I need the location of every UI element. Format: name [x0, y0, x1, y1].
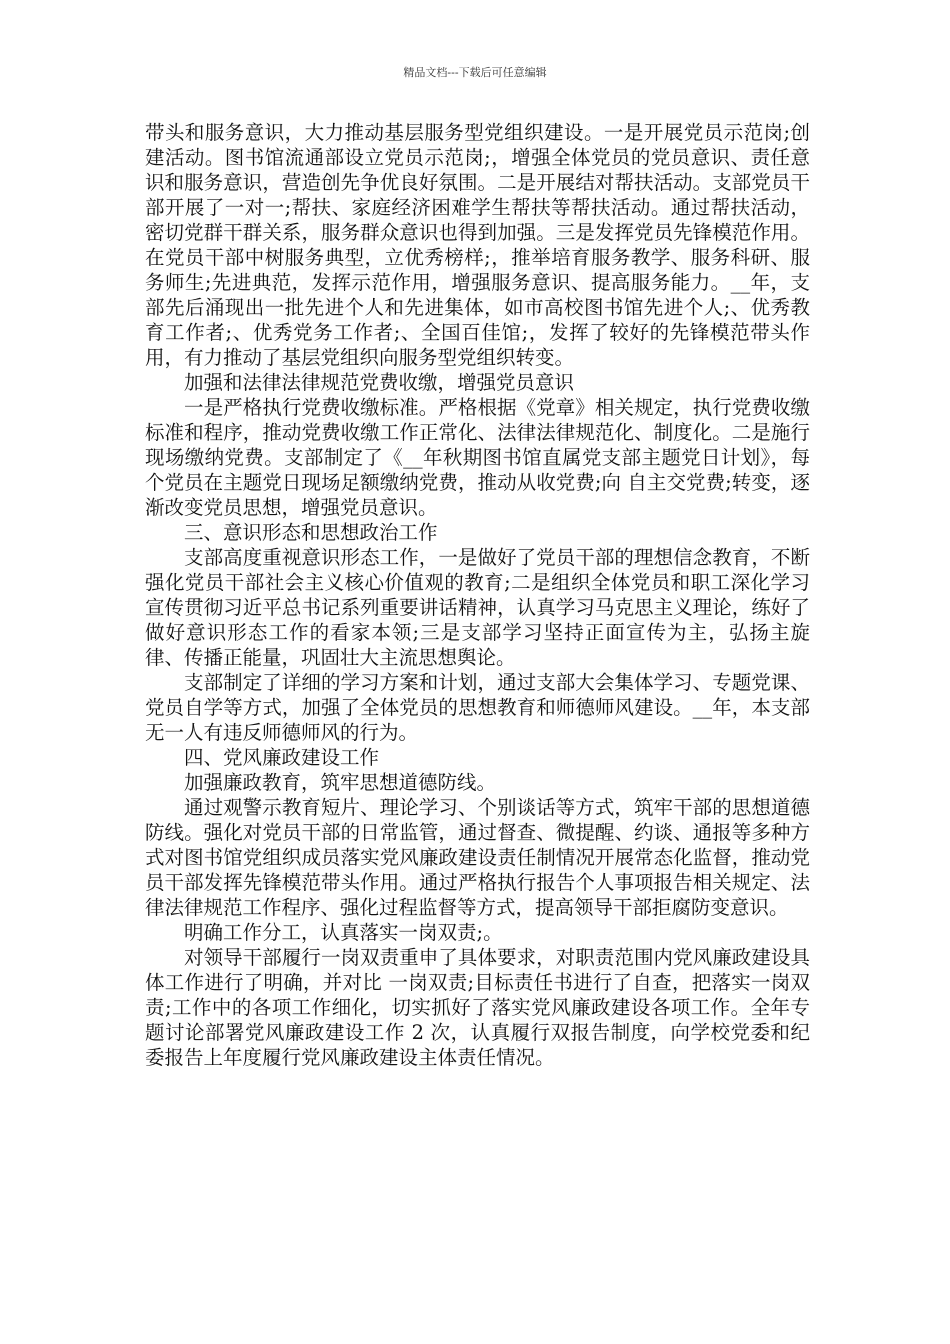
paragraph: 一是严格执行党费收缴标准。严格根据《党章》相关规定，执行党费收缴标准和程序，推动党费收缴工作正常化、法律法律规范化、制度化。二是施行现场缴纳党费。支部制定了《__年秋期图书馆直属党支部主题党日计划》，每个党员在主题党日现场足额缴纳党费，推动从收党费;向 自主交党费;转变，逐渐改变党员思想，增强党员意识。	[145, 396, 810, 519]
paragraph: 支部高度重视意识形态工作，一是做好了党员干部的理想信念教育，不断强化党员干部社会主义核心价值观的教育;二是组织全体党员和职工深化学习宣传贯彻习近平总书记系列重要讲话精神，认真学习马克思主义理论，练好了做好意识形态工作的看家本领;三是支部学习坚持正面宣传为主，弘扬主旋律、传播正能量，巩固壮大主流思想舆论。	[145, 546, 810, 669]
section-heading: 四、党风廉政建设工作	[184, 746, 380, 769]
document-body	[145, 120, 810, 1070]
paragraph: 通过观警示教育短片、理论学习、个别谈话等方式，筑牢干部的思想道德防线。强化对党员干部的日常监管，通过督查、微提醒、约谈、通报等多种方式对图书馆党组织成员落实党风廉政建设责任制情况开展常态化监督，推动党员干部发挥先锋模范带头作用。通过严格执行报告个人事项报告相关规定、法律法律规范工作程序、强化过程监督等方式，提高领导干部拒腐防变意识。	[145, 796, 810, 919]
subsection-heading: 明确工作分工，认真落实一岗双责;。	[184, 921, 503, 944]
page-header: 精品文档---下载后可任意编辑	[403, 66, 547, 79]
section-heading: 三、意识形态和思想政治工作	[184, 521, 438, 544]
paragraph: 支部制定了详细的学习方案和计划，通过支部大会集体学习、专题党课、党员自学等方式，加强了全体党员的思想教育和师德师风建设。__年，本支部无一人有违反师德师风的行为。	[145, 671, 810, 744]
section-heading: 加强和法律法律规范党费收缴，增强党员意识	[184, 371, 575, 394]
paragraph: 带头和服务意识，大力推动基层服务型党组织建设。一是开展党员示范岗;创建活动。图书馆流通部设立党员示范岗;，增强全体党员的党员意识、责任意识和服务意识，营造创先争优良好氛围。二是开展结对帮扶活动。支部党员干部开展了一对一;帮扶、家庭经济困难学生帮扶等帮扶活动。通过帮扶活动，密切党群干群关系，服务群众意识也得到加强。三是发挥党员先锋模范作用。在党员干部中树服务典型，立优秀榜样;，推举培育服务教学、服务科研、服务师生;先进典范，发挥示范作用，增强服务意识、提高服务能力。__年，支部先后涌现出一批先进个人和先进集体，如市高校图书馆先进个人;、优秀教育工作者;、优秀党务工作者;、全国百佳馆;，发挥了较好的先锋模范带头作用，有力推动了基层党组织向服务型党组织转变。	[145, 121, 810, 369]
subsection-heading: 加强廉政教育，筑牢思想道德防线。	[184, 771, 497, 794]
paragraph: 对领导干部履行一岗双责重申了具体要求，对职责范围内党风廉政建设具体工作进行了明确，并对比 一岗双责;目标责任书进行了自查，把落实一岗双责;工作中的各项工作细化，切实抓好了落实党风廉政建设各项工作。全年专题讨论部署党风廉政建设工作 2 次，认真履行双报告制度，向学校党委和纪委报告上年度履行党风廉政建设主体责任情况。	[145, 946, 810, 1069]
